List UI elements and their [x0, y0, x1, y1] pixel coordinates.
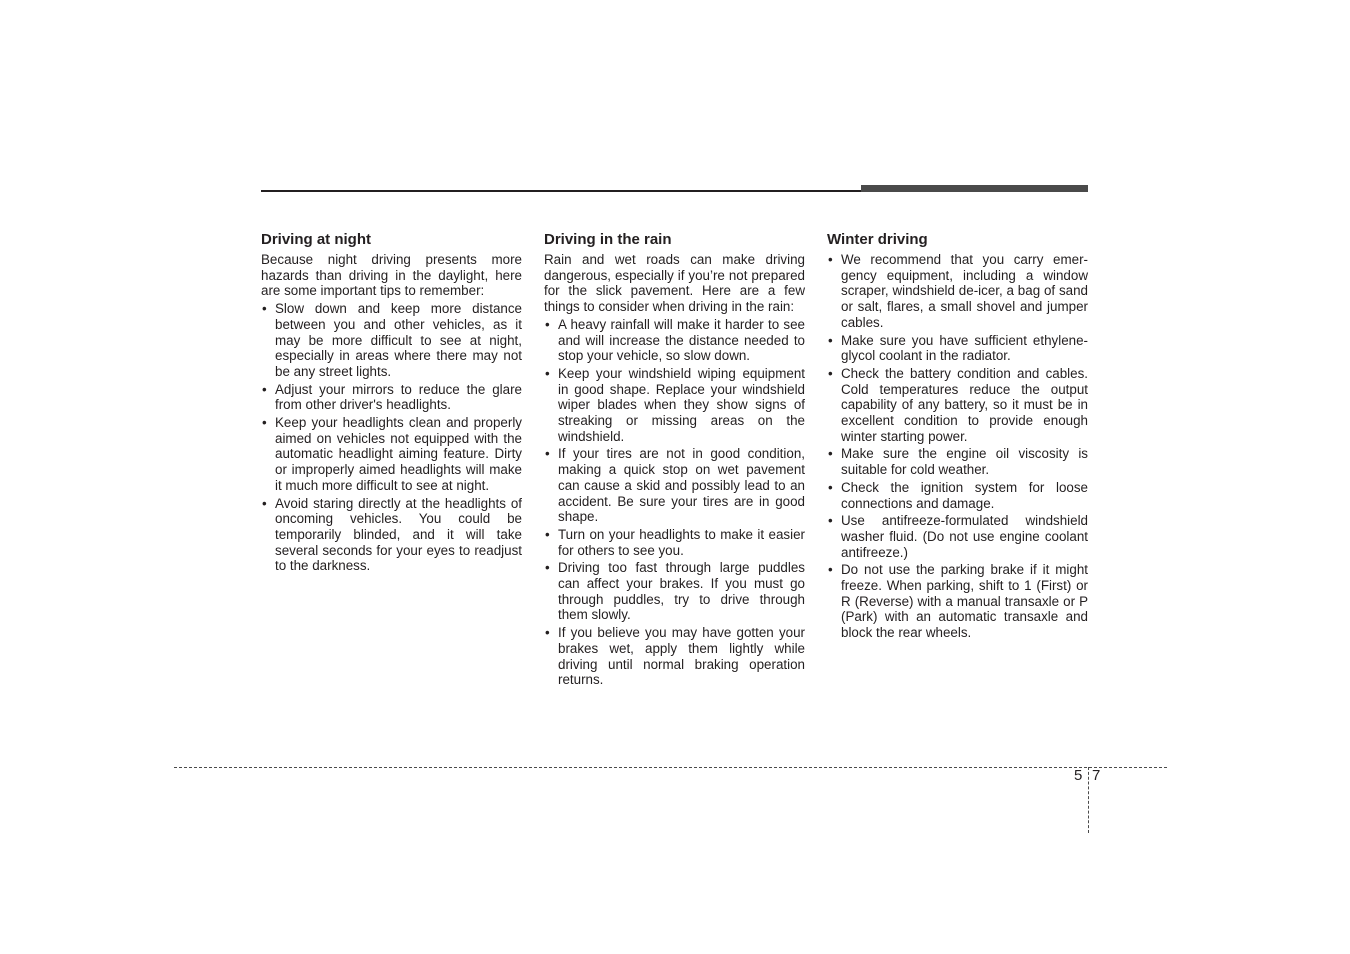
list-item: • Turn on your headlights to make it easier for others to see you. — [545, 526, 805, 558]
bullet-icon: • — [828, 479, 833, 495]
list-item: • Slow down and keep more distance between you and other vehicles, as it may be more difficult to see at night, especially in areas where there may not be any street lights. — [262, 301, 522, 379]
bullet-icon: • — [262, 301, 267, 317]
bullet-list — [544, 317, 805, 688]
section-intro: Rain and wet roads can make driving dangerous, especially if you’re not prepared for the slick pavement. Here are a few things to consider when driving in the rain: — [544, 252, 805, 315]
section-driving-at-night — [261, 231, 522, 576]
header-section-bar — [861, 185, 1088, 192]
list-item: • A heavy rainfall will make it harder to see and will increase the distance needed to stop your vehicle, so slow down. — [545, 316, 805, 364]
section-heading: Driving at night — [261, 231, 371, 248]
list-item: • Avoid staring directly at the headlights of oncoming vehicles. You could be temporarily blinded, and it will take several seconds for your eyes to readjust to the darkness. — [262, 495, 522, 574]
bullet-icon: • — [545, 446, 550, 462]
list-item: • If you believe you may have gotten your brakes wet, apply them lightly while driving until normal braking operation returns. — [545, 625, 805, 688]
list-item: • If your tires are not in good condition, making a quick stop on wet pavement can cause a skid and possibly lead to an accident. Be sure your tires are in good shape. — [545, 446, 805, 525]
bullet-icon: • — [828, 332, 833, 348]
bullet-icon: • — [545, 316, 550, 332]
footer-page-divider — [1088, 767, 1089, 833]
bullet-icon: • — [545, 560, 550, 576]
bullet-icon: • — [828, 252, 833, 267]
list-item: • Make sure the engine oil viscosity is suitable for cold weather. — [828, 446, 1088, 478]
bullet-list — [827, 252, 1088, 641]
section-winter-driving — [827, 231, 1088, 643]
bullet-icon: • — [545, 625, 550, 641]
list-item: • We recommend that you carry emergency equipment, including a window scraper, windshield de-icer, a bag of sand or salt, flares, a small shovel and jumper cables. — [828, 252, 1088, 330]
bullet-icon: • — [828, 365, 833, 381]
page-number: 7 — [1092, 767, 1101, 784]
bullet-icon: • — [262, 381, 267, 397]
bullet-icon: • — [828, 513, 833, 529]
section-heading: Winter driving — [827, 231, 928, 248]
list-item: • Adjust your mirrors to reduce the glare from other driver's headlights. — [262, 381, 522, 413]
bullet-icon: • — [262, 495, 267, 511]
section-heading: Driving in the rain — [544, 231, 672, 248]
bullet-list — [261, 301, 522, 574]
list-item: • Make sure you have sufficient ethylene-glycol coolant in the radiator. — [828, 332, 1088, 364]
bullet-icon: • — [828, 562, 833, 578]
footer-dashed-rule — [174, 767, 1167, 768]
section-driving-in-the-rain — [544, 231, 805, 690]
bullet-icon: • — [545, 526, 550, 542]
bullet-icon: • — [545, 365, 550, 381]
bullet-icon: • — [828, 446, 833, 462]
chapter-number: 5 — [1074, 767, 1083, 784]
list-item: • Check the ignition system for loose connections and damage. — [828, 479, 1088, 511]
bullet-icon: • — [262, 415, 267, 431]
list-item: • Keep your headlights clean and properly aimed on vehicles not equipped with the automatic headlight aiming feature. Dirty or improperly aimed headlights will make it much more difficult to see at night. — [262, 415, 522, 493]
list-item: • Keep your windshield wiping equipment in good shape. Replace your windshield wiper blades when they show signs of streaking or missing areas on the windshield. — [545, 365, 805, 444]
list-item: • Do not use the parking brake if it might freeze. When parking, shift to 1 (First) or R (Reverse) with a manual transaxle or P (Park) with an automatic transaxle and block the rear wheels. — [828, 562, 1088, 641]
section-intro: Because night driving presents more hazards than driving in the daylight, here are some important tips to remember: — [261, 252, 522, 299]
list-item: • Use antifreeze-formulated windshield washer fluid. (Do not use engine coolant antifreeze.) — [828, 513, 1088, 560]
header-rule — [261, 190, 861, 192]
list-item: • Driving too fast through large puddles can affect your brakes. If you must go through puddles, try to drive through them slowly. — [545, 560, 805, 623]
list-item: • Check the battery condition and cables. Cold temperatures reduce the output capability of any battery, so it must be in excellent condition to provide enough winter starting power. — [828, 365, 1088, 444]
